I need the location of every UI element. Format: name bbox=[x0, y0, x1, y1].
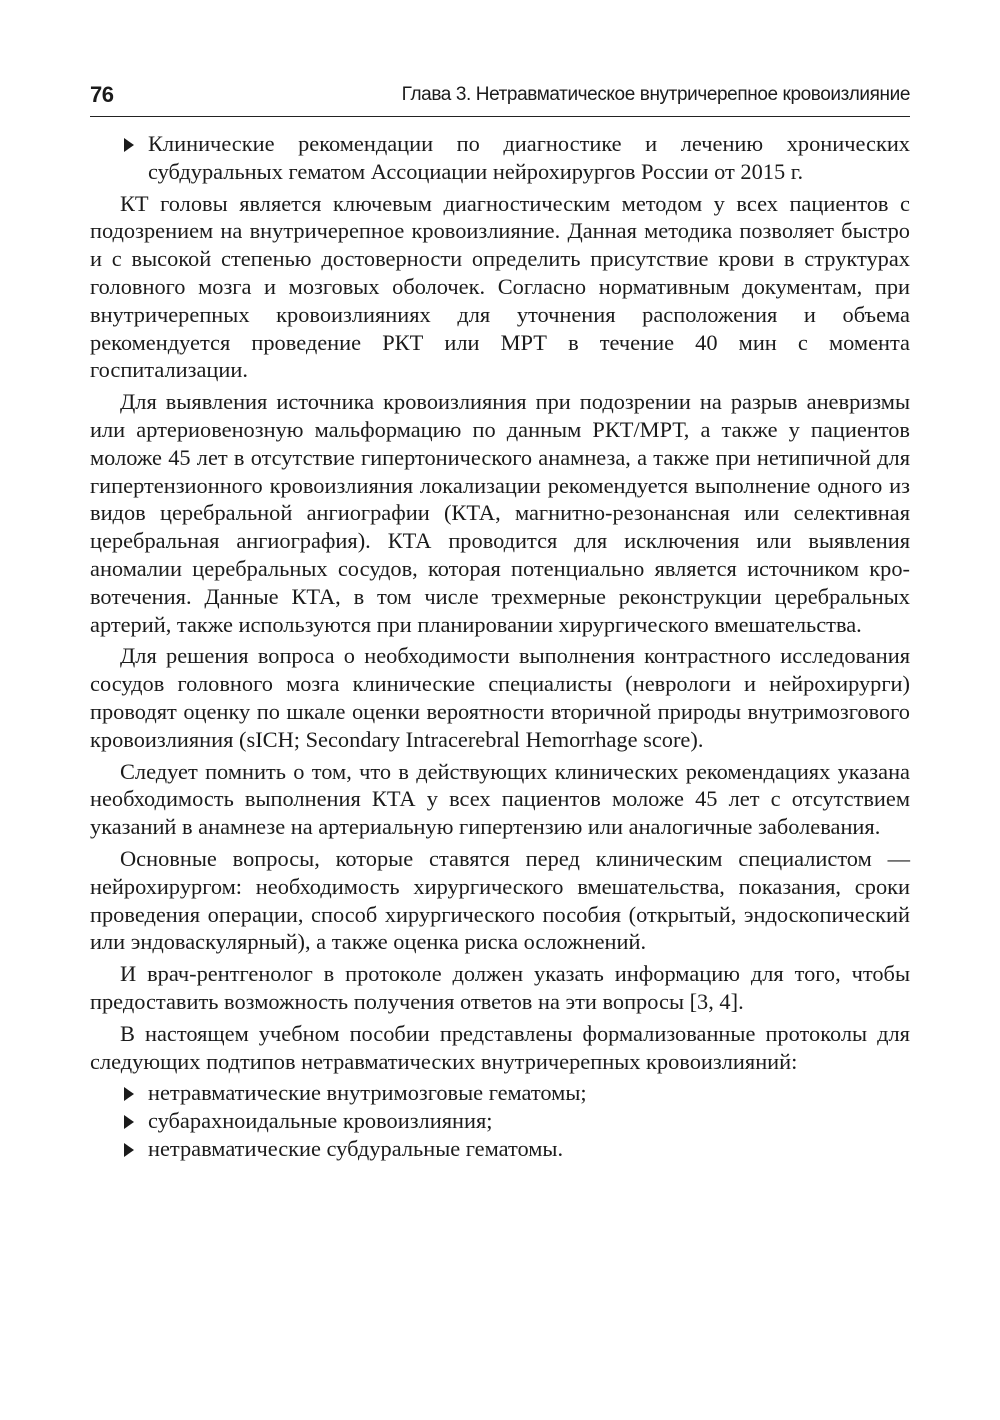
list-item bbox=[90, 1135, 910, 1163]
bullet-triangle-icon bbox=[124, 138, 134, 152]
list-item bbox=[90, 1107, 910, 1135]
bullet-triangle-icon bbox=[124, 1115, 134, 1129]
page-header bbox=[90, 80, 910, 117]
intro-bullet-item bbox=[90, 130, 910, 186]
running-head: Глава 3. Нетравматическое внутричерепное кровоизлияние bbox=[401, 84, 910, 105]
paragraph-key-questions: Основные вопросы, которые ставятся перед клиническим специалистом — нейрохирургом: необходимость хирургического вмешательства, показания, сроки проведения операции, способ хирургического пособия (открытый, эндоскопический или эндоваскулярный), а также оценка риска осложнений. bbox=[90, 845, 910, 955]
paragraph-protocols: В настоящем учебном пособии представлены формализованные протоколы для следующих подтипов нетравматических внутричерепных кровоизлияний: bbox=[90, 1020, 910, 1074]
list-item-text: нетравматические субдуральные гематомы. bbox=[148, 1135, 564, 1161]
paragraph-source-detection: Для выявления источника кровоизлияния при подозрении на разрыв аневризмы или артериовенозную мальформацию по данным РКТ/МРТ, а также у пациентов моложе 45 лет в отсутствие гипертонического анамнеза, а также при нетипичной для гипертензионного кровоизлияния локализации рекомендуется выполнение одного из видов церебральной ангиографии (КТА, магнитно-резонансная или селективная церебральная ангиография). КТА проводится для исключения или выявления аномалии церебральных сосудов, которая потенциально является источником кровотечения. Данные КТА, в том числе трехмерные реконструкции церебральных артерий, также используются при планировании хирургического вмешательства. bbox=[90, 389, 910, 637]
list-item bbox=[90, 1079, 910, 1107]
bullet-triangle-icon bbox=[124, 1143, 134, 1157]
list-item-text: нетравматические внутримозговые гематомы; bbox=[148, 1080, 587, 1106]
paragraph-contrast-study: Для решения вопроса о необходимости выполнения контрастного исследования сосудов головного мозга клинические специалисты (неврологи и нейрохирурги) проводят оценку по шкале оценки вероятности вторичной природы внутримозгового кровоизлияния (sICH; Secondary Intracerebral Hemorrhage score). bbox=[90, 643, 910, 752]
subtype-list bbox=[90, 1079, 910, 1162]
paragraph-ct-head: КТ головы является ключевым диагностическим методом у всех пациентов с подозрением на внутричерепное кровоизлияние. Данная методика позволяет быстро и с высокой степенью достоверности определить присутствие крови в структурах головного мозга и мозговых оболочек. Согласно нормативным документам, при внутричерепных кровоизлияниях для уточнения расположения и объема рекомендуется проведение РКТ или МРТ в течение 40 мин с момента госпитализации. bbox=[90, 190, 910, 383]
list-item-text: субарахноидальные кровоизлияния; bbox=[148, 1108, 493, 1134]
intro-bullet-text: Клинические рекомендации по диагностике и лечению хронических субдуральных гематом Ассоциации нейрохирургов России от 2015 г. bbox=[148, 131, 910, 184]
page-body bbox=[90, 130, 910, 1163]
bullet-triangle-icon bbox=[124, 1087, 134, 1101]
page-number: 76 bbox=[90, 82, 114, 107]
paragraph-recommendations: Следует помнить о том, что в действующих клинических рекомендациях указана необходимость выполнения КТА у всех пациентов моложе 45 лет с отсутствием указаний в анамнезе на артериальную гипертензию или аналогичные заболевания. bbox=[90, 758, 910, 840]
paragraph-radiologist: И врач-рентгенолог в протоколе должен указать информацию для того, чтобы предоставить возможность получения ответов на эти вопросы [3, 4]. bbox=[90, 961, 910, 1014]
